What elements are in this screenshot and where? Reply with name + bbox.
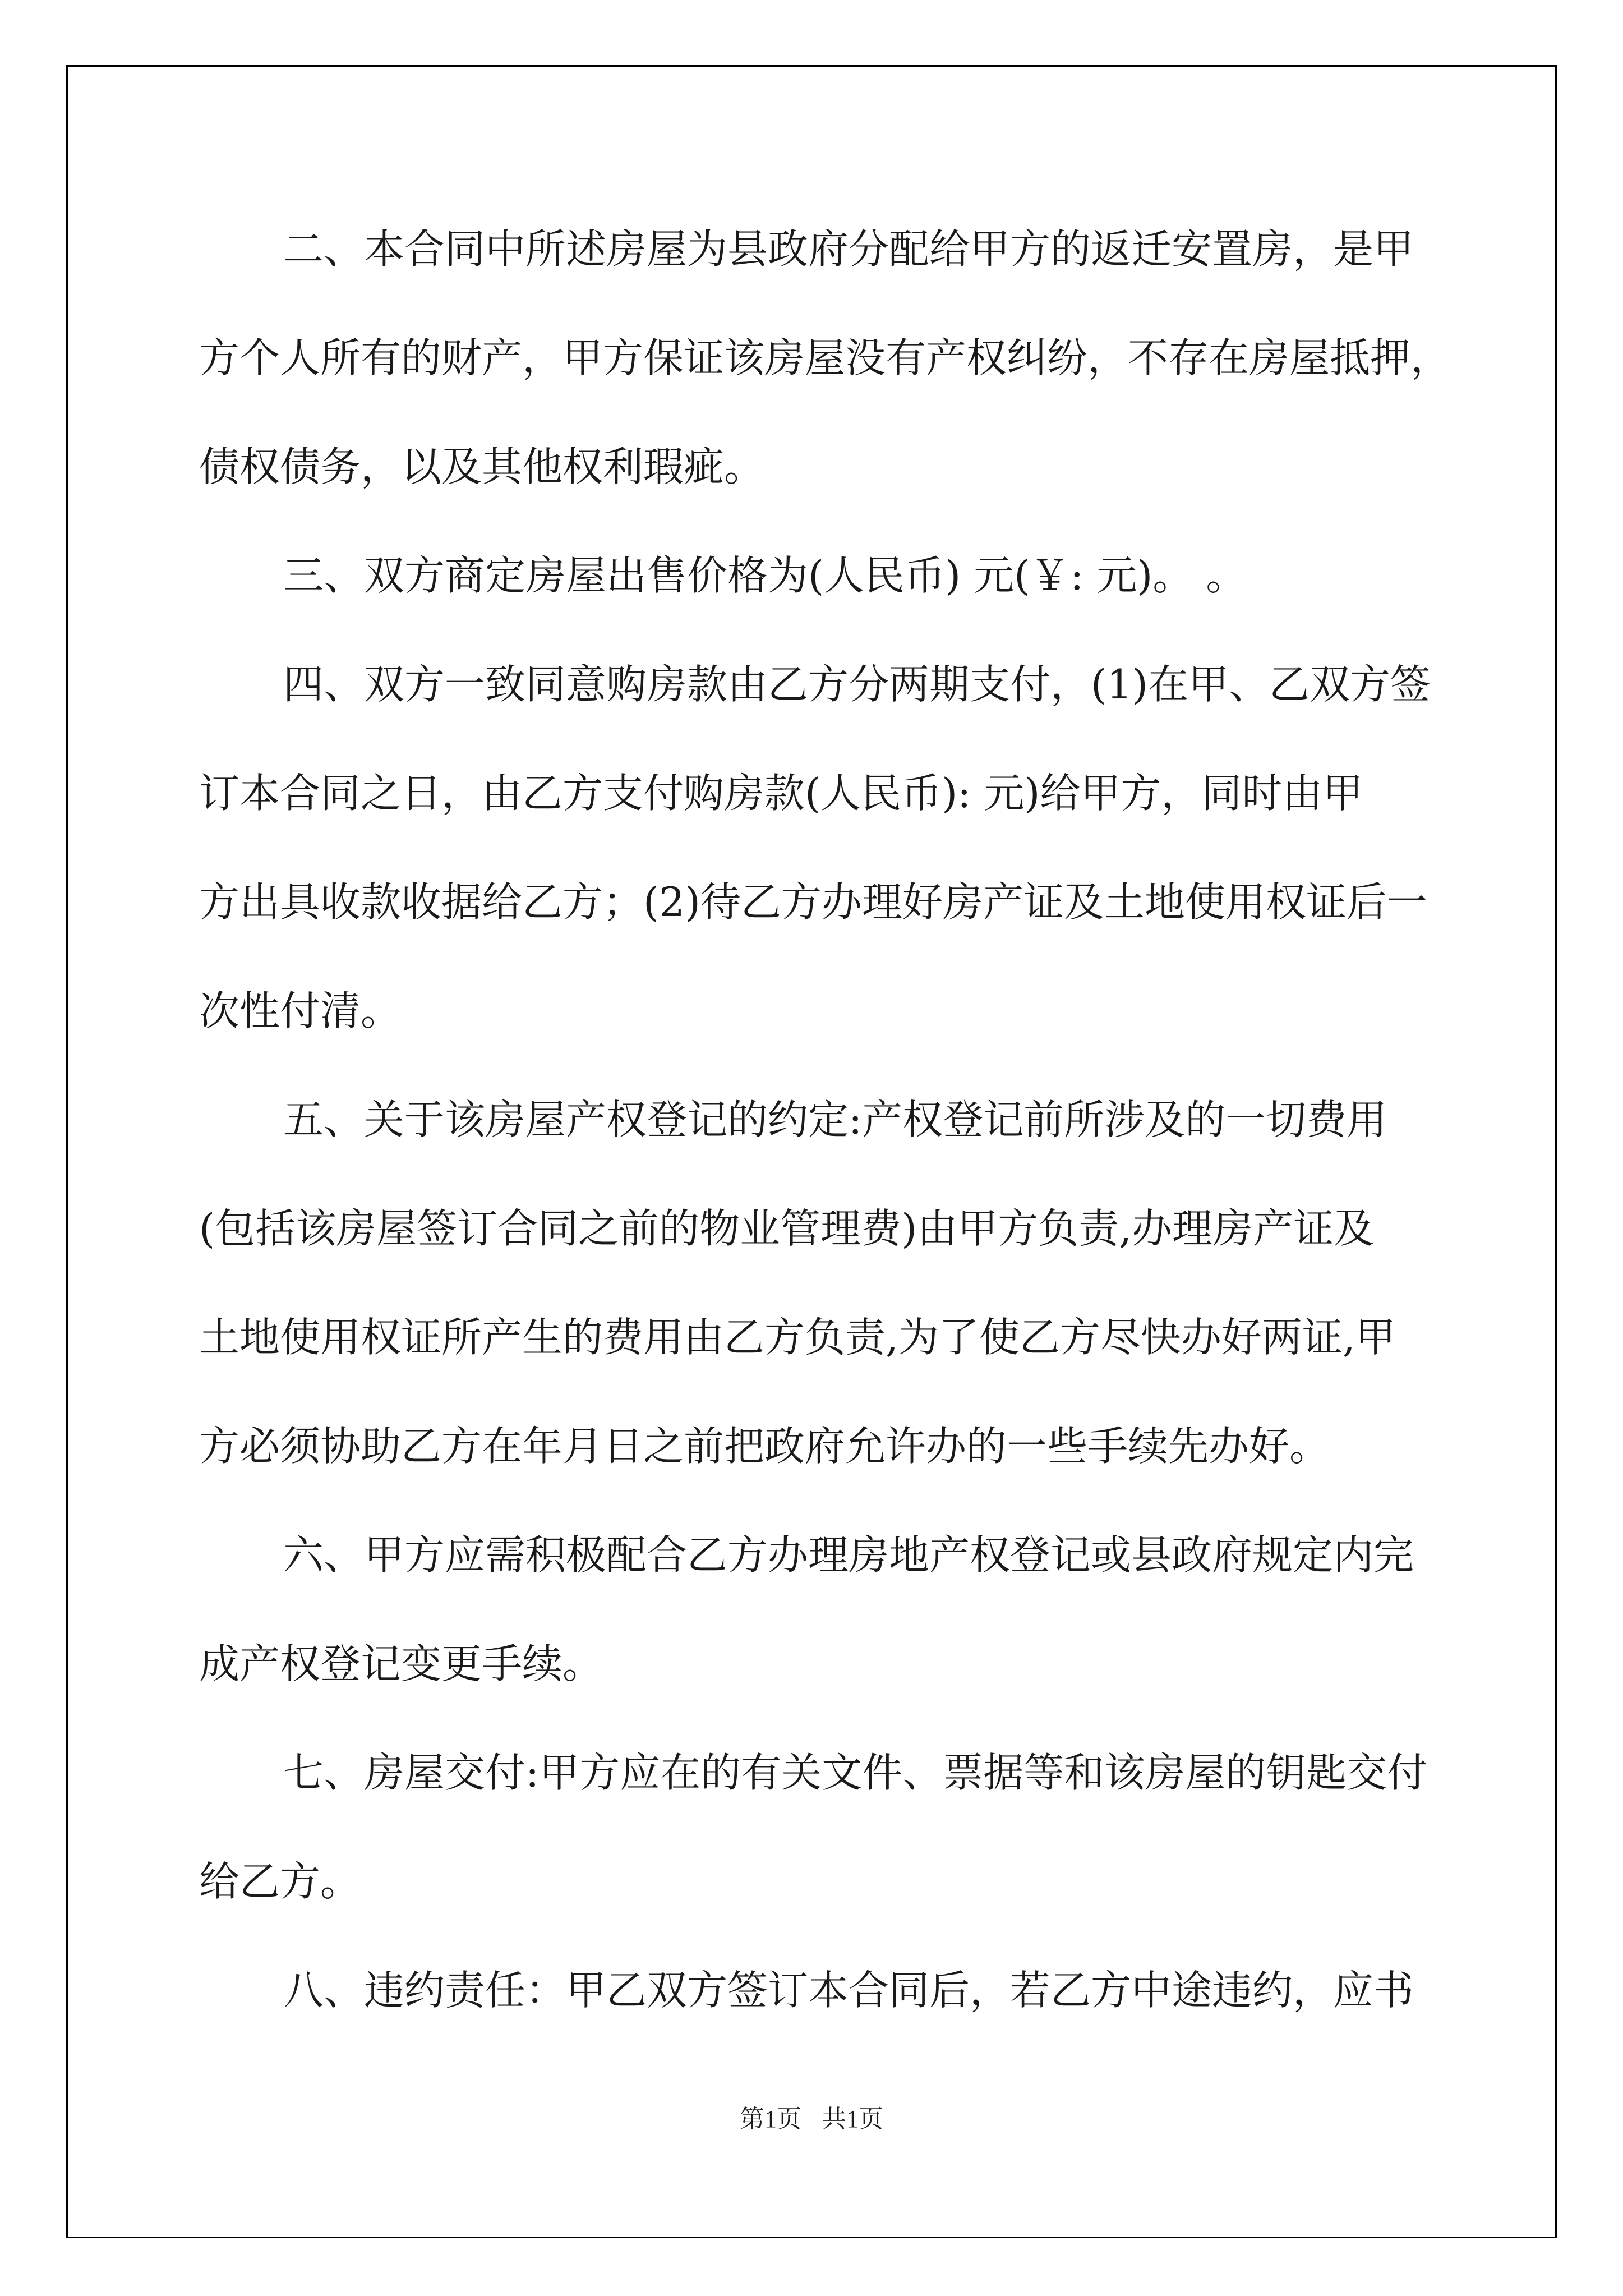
- paragraph-4-line-4: 次性付清。: [199, 987, 402, 1034]
- page-border: [66, 65, 1557, 2238]
- paragraph-6-line-2: 成产权登记变更手续。: [199, 1640, 603, 1687]
- paragraph-2-line-3: 债权债务，以及其他权利瑕疵。: [199, 443, 765, 490]
- paragraph-7-line-1: 七、房屋交付:甲方应在的有关文件、票据等和该房屋的钥匙交付: [283, 1749, 1428, 1796]
- paragraph-5-line-3: 土地使用权证所产生的费用由乙方负责,为了使乙方尽快办好两证,甲: [199, 1314, 1396, 1361]
- page-number: 第1页: [740, 2105, 801, 2133]
- paragraph-2-line-2: 方个人所有的财产，甲方保证该房屋没有产权纠纷，不存在房屋抵押，: [199, 334, 1451, 381]
- paragraph-7-line-2: 给乙方。: [199, 1858, 361, 1905]
- paragraph-5-line-2: (包括该房屋签订合同之前的物业管理费)由甲方负责,办理房产证及: [199, 1205, 1375, 1252]
- paragraph-4-line-2: 订本合同之日，由乙方支付购房款(人民币): 元)给甲方，同时由甲: [199, 770, 1363, 817]
- page-footer: [0, 2102, 1623, 2136]
- paragraph-2-line-1: 二、本合同中所述房屋为县政府分配给甲方的返迁安置房，是甲: [283, 226, 1414, 273]
- paragraph-6-line-1: 六、甲方应需积极配合乙方办理房地产权登记或县政府规定内完: [283, 1531, 1414, 1579]
- paragraph-4-line-3: 方出具收款收据给乙方；(2)待乙方办理好房产证及土地使用权证后一: [199, 878, 1427, 926]
- paragraph-8-line-1: 八、违约责任：甲乙双方签订本合同后，若乙方中途违约，应书: [283, 1967, 1414, 2014]
- paragraph-3-line-1: 三、双方商定房屋出售价格为(人民币) 元(￥: 元)。 。: [283, 552, 1247, 599]
- paragraph-5-line-4: 方必须协助乙方在年月日之前把政府允许办的一些手续先办好。: [199, 1423, 1330, 1470]
- paragraph-5-line-1: 五、关于该房屋产权登记的约定:产权登记前所涉及的一切费用: [283, 1096, 1387, 1143]
- page-total: 共1页: [822, 2105, 883, 2133]
- paragraph-4-line-1: 四、双方一致同意购房款由乙方分两期支付，(1)在甲、乙双方签: [283, 661, 1431, 708]
